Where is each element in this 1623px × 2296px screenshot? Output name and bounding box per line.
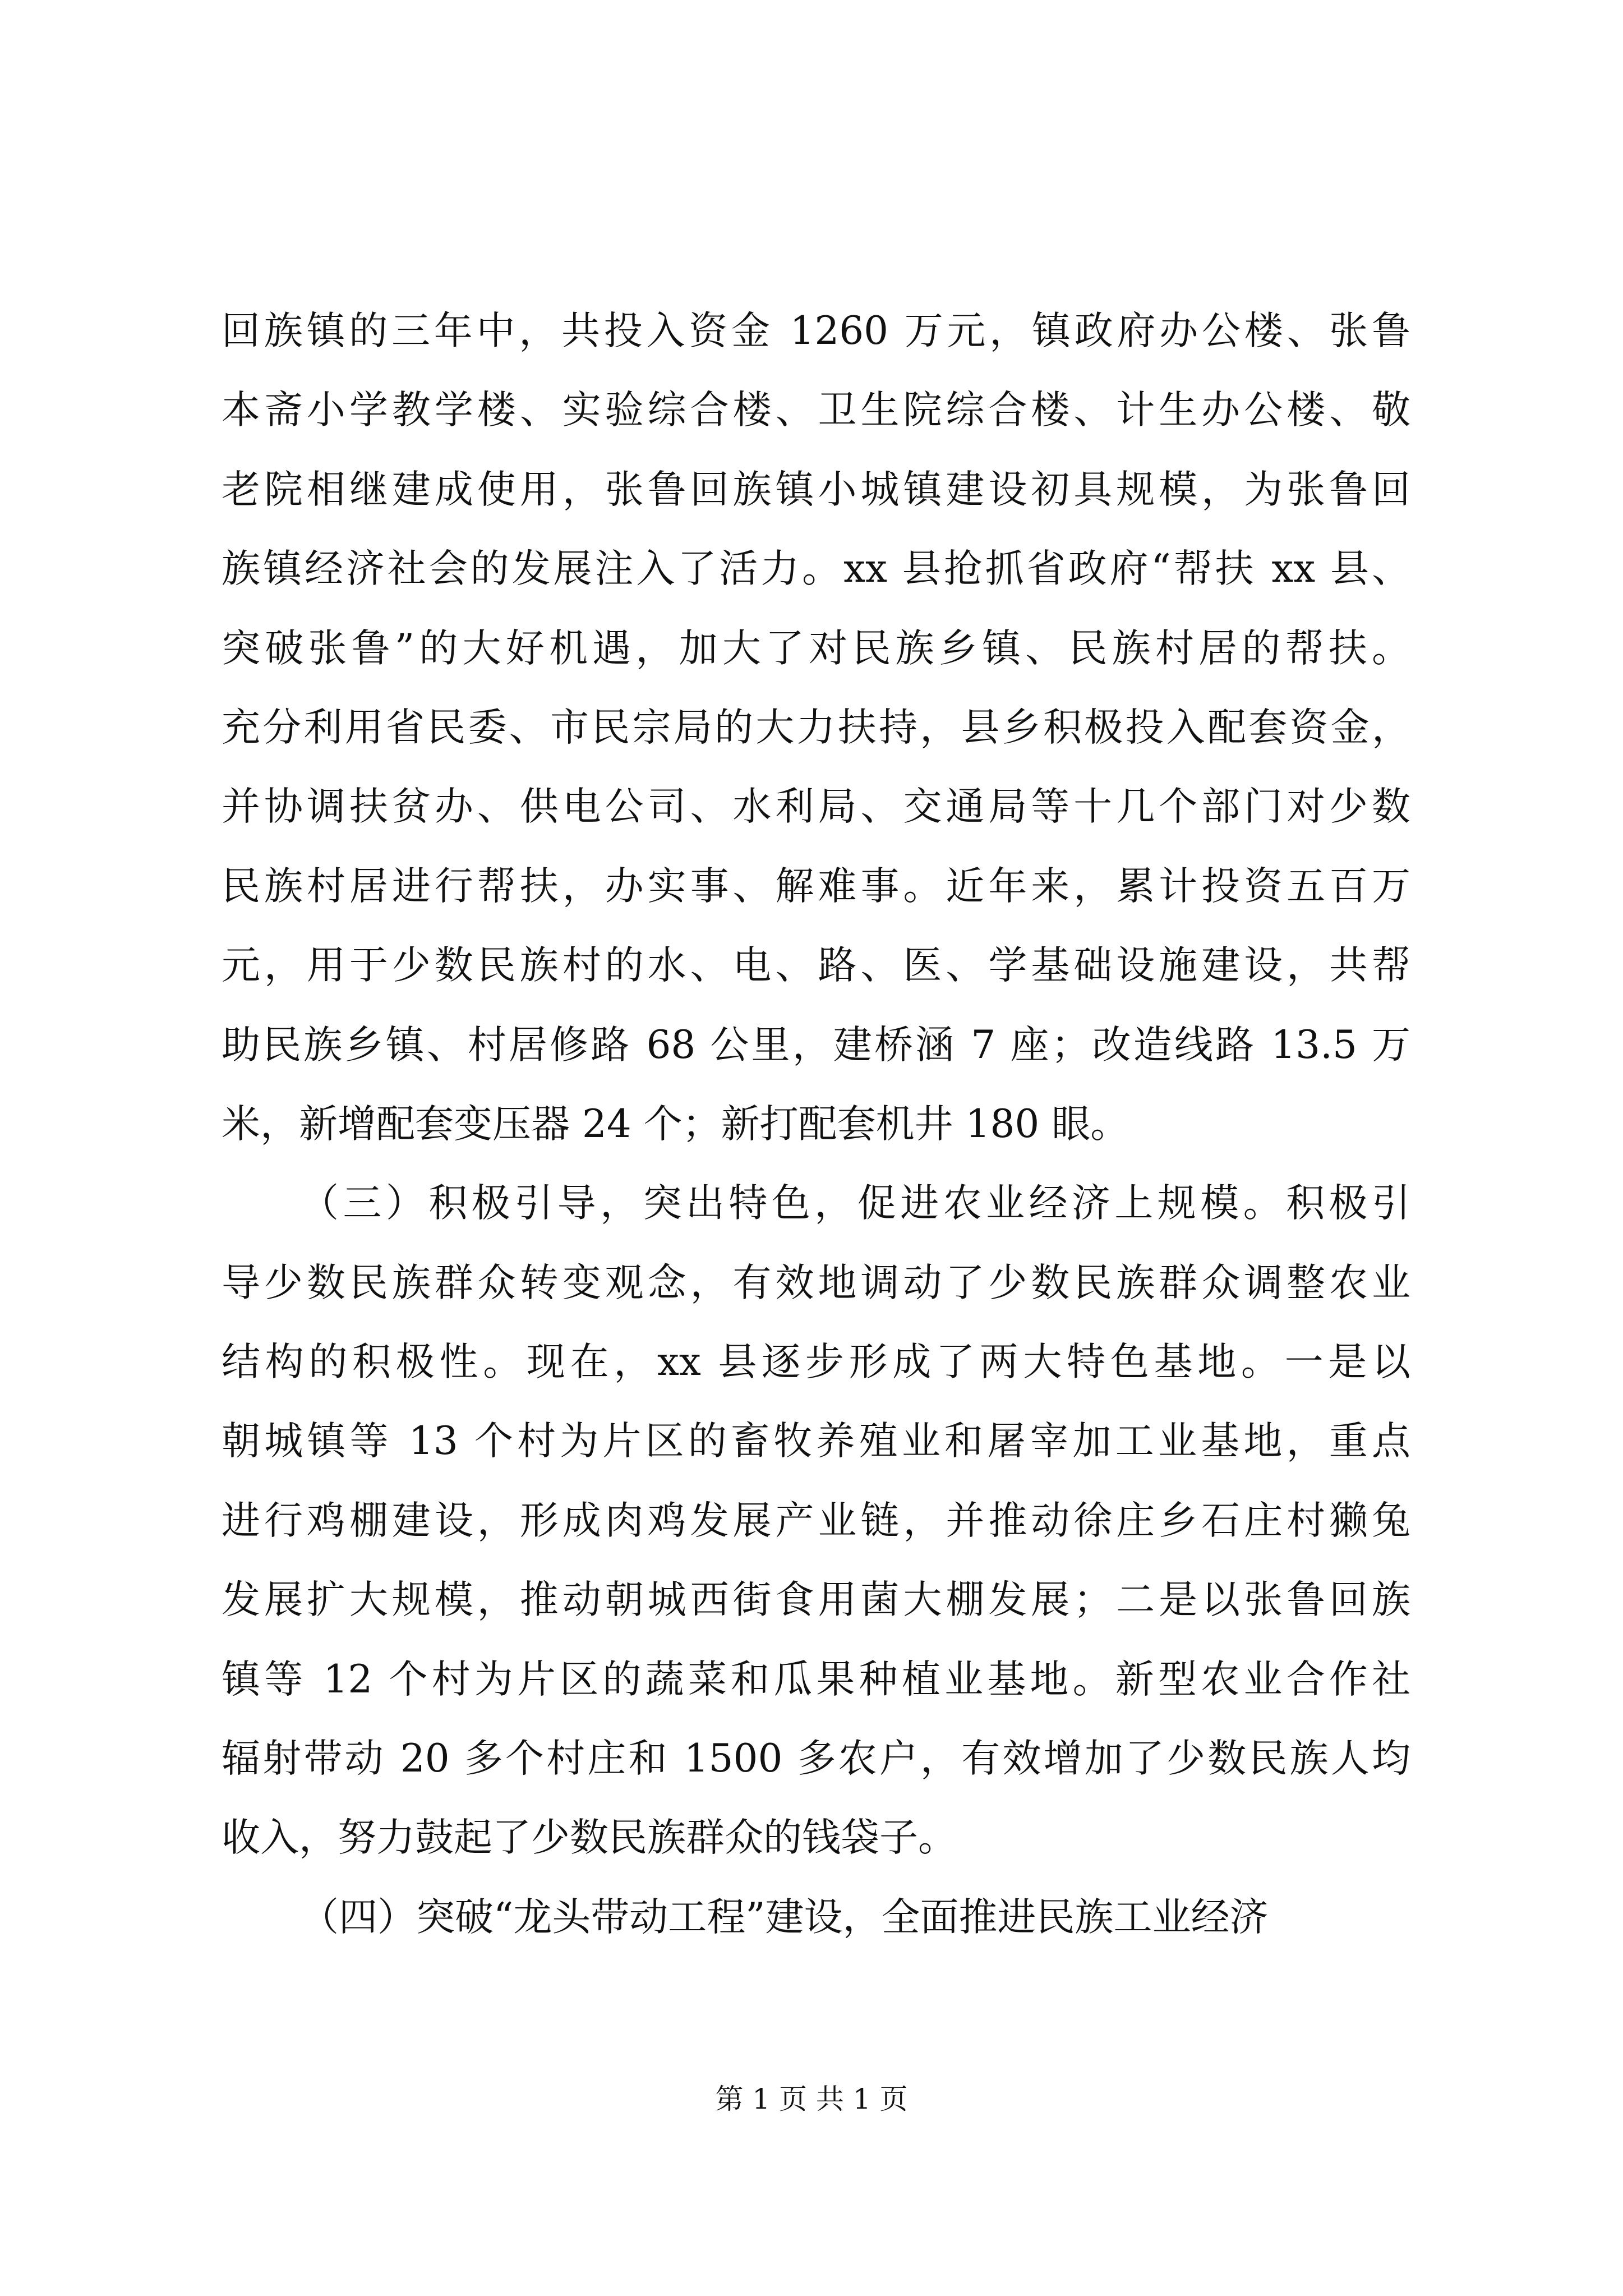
text-line: 老院相继建成使用，张鲁回族镇小城镇建设初具规模，为张鲁回 bbox=[222, 467, 1410, 512]
text-line: 本斋小学教学楼、实验综合楼、卫生院综合楼、计生办公楼、敬 bbox=[222, 388, 1410, 433]
paragraph bbox=[222, 1164, 1410, 1878]
document-body bbox=[222, 292, 1410, 1957]
text-line: 导少数民族群众转变观念，有效地调动了少数民族群众调整农业 bbox=[222, 1260, 1410, 1305]
text-line: 镇等 12 个村为片区的蔬菜和瓜果种植业基地。新型农业合作社 bbox=[222, 1657, 1410, 1702]
text-line: 元，用于少数民族村的水、电、路、医、学基础设施建设，共帮 bbox=[222, 943, 1410, 988]
paragraph bbox=[222, 1878, 1410, 1957]
page-footer: 第 1 页 共 1 页 bbox=[715, 2083, 908, 2115]
text-line: 充分利用省民委、市民宗局的大力扶持，县乡积极投入配套资金， bbox=[222, 705, 1410, 750]
text-line: 米，新增配套变压器 24 个；新打配套机井 180 眼。 bbox=[222, 1101, 1129, 1147]
text-line: 助民族乡镇、村居修路 68 公里，建桥涵 7 座；改造线路 13.5 万 bbox=[222, 1022, 1410, 1068]
text-line: 突破张鲁”的大好机遇，加大了对民族乡镇、民族村居的帮扶。 bbox=[222, 625, 1410, 671]
paragraph bbox=[222, 292, 1410, 1164]
text-line: 收入，努力鼓起了少数民族群众的钱袋子。 bbox=[222, 1815, 957, 1861]
text-line: 朝城镇等 13 个村为片区的畜牧养殖业和屠宰加工业基地，重点 bbox=[222, 1419, 1410, 1464]
text-line: 辐射带动 20 多个村庄和 1500 多农户，有效增加了少数民族人均 bbox=[222, 1736, 1410, 1782]
text-line: 回族镇的三年中，共投入资金 1260 万元，镇政府办公楼、张鲁 bbox=[222, 309, 1410, 353]
text-line: 族镇经济社会的发展注入了活力。xx 县抢抓省政府“帮扶 xx 县、 bbox=[222, 546, 1410, 592]
text-line: 结构的积极性。现在，xx 县逐步形成了两大特色基地。一是以 bbox=[222, 1340, 1410, 1385]
text-line: 进行鸡棚建设，形成肉鸡发展产业链，并推动徐庄乡石庄村獭兔 bbox=[222, 1498, 1410, 1543]
text-line: （三）积极引导，突出特色，促进农业经济上规模。积极引 bbox=[300, 1181, 1410, 1226]
text-line: 并协调扶贫办、供电公司、水利局、交通局等十几个部门对少数 bbox=[222, 784, 1410, 830]
text-line: 发展扩大规模，推动朝城西街食用菌大棚发展；二是以张鲁回族 bbox=[222, 1577, 1410, 1623]
text-line: （四）突破“龙头带动工程”建设，全面推进民族工业经济 bbox=[300, 1894, 1269, 1940]
text-line: 民族村居进行帮扶，办实事、解难事。近年来，累计投资五百万 bbox=[222, 863, 1410, 909]
